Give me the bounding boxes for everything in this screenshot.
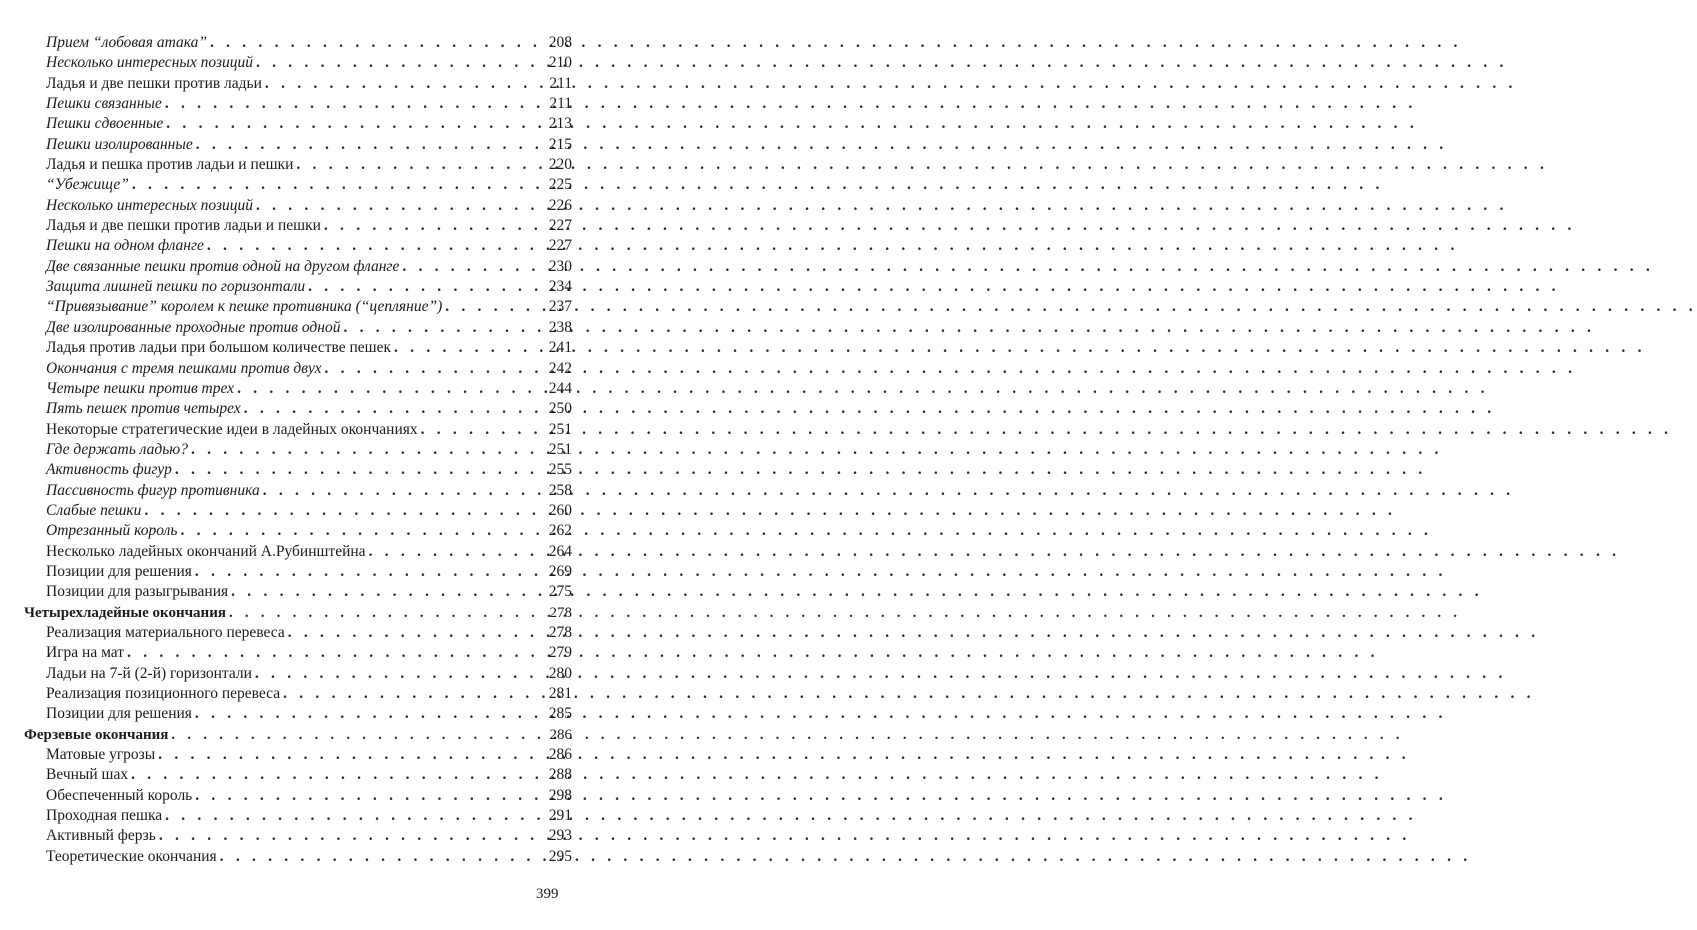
dot-leader bbox=[343, 318, 543, 338]
toc-entry-title: Некоторые стратегические идеи в ладейных окончаниях bbox=[46, 420, 418, 438]
table-of-contents bbox=[24, 33, 572, 867]
toc-entry-title: Окончания с тремя пешками против двух bbox=[46, 359, 322, 377]
toc-entry-page: 298 bbox=[548, 786, 572, 804]
dot-leader bbox=[195, 562, 543, 582]
toc-entry-title: Теоретические окончания bbox=[46, 847, 217, 865]
dot-leader bbox=[171, 725, 543, 745]
toc-entry-title: Несколько ладейных окончаний А.Рубинштейна bbox=[46, 542, 366, 560]
toc-entry bbox=[24, 542, 572, 562]
dot-leader bbox=[195, 786, 543, 806]
toc-entry-page: 220 bbox=[548, 156, 572, 174]
toc-entry-title: Ладья и две пешки против ладьи bbox=[46, 74, 262, 92]
toc-entry bbox=[24, 74, 572, 94]
toc-entry-title: “Убежище” bbox=[46, 176, 129, 194]
toc-entry bbox=[24, 53, 572, 73]
dot-leader bbox=[263, 481, 543, 501]
toc-entry-title: Четырехладейные окончания bbox=[24, 604, 226, 621]
toc-entry bbox=[24, 623, 572, 643]
toc-entry bbox=[24, 33, 572, 53]
dot-leader bbox=[195, 704, 543, 724]
toc-entry bbox=[24, 135, 572, 155]
toc-entry bbox=[24, 562, 572, 582]
toc-entry-title: Ладья против ладьи при большом количестве пешек bbox=[46, 339, 392, 357]
toc-entry bbox=[24, 521, 572, 541]
toc-entry-page: 234 bbox=[548, 278, 572, 296]
toc-entry-page: 293 bbox=[548, 827, 572, 845]
dot-leader bbox=[144, 501, 543, 521]
toc-entry bbox=[24, 460, 572, 480]
toc-entry-page: 278 bbox=[548, 623, 572, 641]
dot-leader bbox=[325, 359, 543, 379]
toc-entry bbox=[24, 420, 572, 440]
toc-entry-page: 295 bbox=[548, 847, 572, 865]
toc-entry-page: 211 bbox=[549, 74, 572, 92]
toc-entry-title: Ладьи на 7-й (2-й) горизонтали bbox=[46, 664, 252, 682]
toc-entry bbox=[24, 379, 572, 399]
toc-entry-page: 215 bbox=[548, 135, 572, 153]
toc-entry bbox=[24, 338, 572, 358]
dot-leader bbox=[369, 542, 543, 562]
toc-entry-page: 241 bbox=[548, 339, 572, 357]
dot-leader bbox=[175, 460, 543, 480]
toc-entry-page: 280 bbox=[548, 664, 572, 682]
toc-entry-page: 258 bbox=[548, 481, 572, 499]
dot-leader bbox=[324, 216, 543, 236]
toc-entry-page: 260 bbox=[548, 501, 572, 519]
toc-entry bbox=[24, 847, 572, 867]
dot-leader bbox=[191, 440, 543, 460]
toc-entry-page: 244 bbox=[548, 379, 572, 397]
toc-entry-page: 227 bbox=[548, 217, 572, 235]
toc-entry bbox=[24, 582, 572, 602]
dot-leader bbox=[229, 603, 543, 623]
toc-entry-title: Несколько интересных позиций bbox=[46, 54, 253, 72]
toc-entry bbox=[24, 277, 572, 297]
toc-entry bbox=[24, 481, 572, 501]
dot-leader bbox=[402, 257, 543, 277]
dot-leader bbox=[265, 74, 543, 94]
toc-entry-page: 226 bbox=[548, 196, 572, 214]
toc-entry-title: Матовые угрозы bbox=[46, 746, 156, 764]
toc-entry-title: Защита лишней пешки по горизонтали bbox=[46, 278, 306, 296]
toc-entry-title: Ладья и две пешки против ладьи и пешки bbox=[46, 217, 321, 235]
dot-leader bbox=[131, 765, 543, 785]
toc-entry-title: Игра на мат bbox=[46, 644, 125, 662]
toc-entry-title: Четыре пешки против трех bbox=[46, 379, 235, 397]
dot-leader bbox=[165, 94, 543, 114]
toc-entry-title: Позиции для решения bbox=[46, 562, 192, 580]
toc-entry-page: 230 bbox=[548, 257, 572, 275]
toc-entry-title: Активность фигур bbox=[46, 461, 172, 479]
dot-leader bbox=[256, 53, 543, 73]
toc-entry bbox=[24, 399, 572, 419]
toc-entry-page: 279 bbox=[548, 644, 572, 662]
toc-entry bbox=[24, 765, 572, 785]
toc-entry-page: 291 bbox=[548, 807, 572, 825]
toc-entry-page: 264 bbox=[548, 542, 572, 560]
dot-leader bbox=[296, 155, 543, 175]
toc-entry-page: 269 bbox=[548, 562, 572, 580]
toc-entry bbox=[24, 745, 572, 765]
toc-section-heading bbox=[24, 725, 572, 745]
toc-entry-page: 225 bbox=[548, 176, 572, 194]
toc-entry bbox=[24, 684, 572, 704]
toc-entry-page: 238 bbox=[548, 318, 572, 336]
toc-entry-title: Две изолированные проходные против одной bbox=[46, 318, 341, 336]
toc-entry bbox=[24, 236, 572, 256]
toc-entry-title: Реализация позиционного перевеса bbox=[46, 685, 281, 702]
dot-leader bbox=[288, 623, 543, 643]
toc-entry-page: 213 bbox=[548, 115, 572, 133]
toc-entry-page: 286 bbox=[549, 726, 572, 743]
toc-entry bbox=[24, 440, 572, 460]
toc-entry-title: Отрезанный король bbox=[46, 522, 178, 540]
toc-entry-title: Позиции для решения bbox=[46, 705, 192, 723]
dot-leader bbox=[180, 521, 543, 541]
toc-entry bbox=[24, 257, 572, 277]
toc-entry-page: 210 bbox=[548, 54, 572, 72]
dot-leader bbox=[283, 684, 543, 704]
toc-entry-title: Пешки связанные bbox=[46, 95, 162, 113]
toc-entry-page: 285 bbox=[548, 705, 572, 723]
toc-entry-page: 278 bbox=[549, 604, 572, 621]
toc-entry-title: Пешки сдвоенные bbox=[46, 115, 164, 133]
toc-entry-page: 227 bbox=[548, 237, 572, 255]
toc-entry-page: 255 bbox=[548, 461, 572, 479]
dot-leader bbox=[256, 196, 543, 216]
dot-leader bbox=[220, 847, 543, 867]
toc-entry-title: Две связанные пешки против одной на другом фланге bbox=[46, 257, 400, 275]
toc-entry-title: Где держать ладью? bbox=[46, 440, 188, 458]
toc-entry bbox=[24, 826, 572, 846]
toc-entry-page: 286 bbox=[548, 746, 572, 764]
toc-entry-page: 275 bbox=[548, 583, 572, 601]
dot-leader bbox=[231, 582, 543, 602]
toc-entry-page: 242 bbox=[548, 359, 572, 377]
dot-leader bbox=[255, 664, 543, 684]
toc-entry-page: 281 bbox=[548, 685, 572, 702]
toc-entry bbox=[24, 196, 572, 216]
toc-entry-page: 250 bbox=[548, 400, 572, 418]
toc-entry-title: Пассивность фигур противника bbox=[46, 481, 260, 499]
dot-leader bbox=[166, 114, 543, 134]
toc-entry-page: 262 bbox=[548, 522, 572, 540]
toc-entry bbox=[24, 704, 572, 724]
dot-leader bbox=[421, 420, 543, 440]
toc-entry-title: Ферзевые окончания bbox=[24, 726, 169, 743]
toc-entry-title: Несколько интересных позиций bbox=[46, 196, 253, 214]
toc-entry-page: 211 bbox=[549, 95, 572, 113]
toc-entry-title: Проходная пешка bbox=[46, 807, 163, 825]
dot-leader bbox=[237, 379, 543, 399]
toc-entry-page: 208 bbox=[548, 34, 572, 51]
dot-leader bbox=[165, 806, 543, 826]
toc-entry-title: Прием “лобовая атака” bbox=[46, 34, 207, 51]
toc-entry-title: Позиции для разыгрывания bbox=[46, 583, 229, 601]
toc-entry-title: Ладья и пешка против ладьи и пешки bbox=[46, 156, 294, 174]
toc-entry bbox=[24, 643, 572, 663]
toc-entry-title: Вечный шах bbox=[46, 766, 129, 784]
dot-leader bbox=[308, 277, 543, 297]
toc-entry bbox=[24, 359, 572, 379]
dot-leader bbox=[210, 33, 543, 53]
toc-entry-title: Обеспеченный король bbox=[46, 786, 193, 804]
dot-leader bbox=[244, 399, 543, 419]
toc-entry-page: 251 bbox=[548, 420, 572, 438]
toc-entry-page: 237 bbox=[548, 298, 572, 316]
toc-entry-title: Слабые пешки bbox=[46, 501, 142, 519]
toc-entry bbox=[24, 216, 572, 236]
toc-entry-title: Пешки на одном фланге bbox=[46, 237, 204, 255]
page-number: 399 bbox=[536, 886, 559, 902]
dot-leader bbox=[394, 338, 543, 358]
dot-leader bbox=[196, 135, 543, 155]
toc-entry bbox=[24, 318, 572, 338]
dot-leader bbox=[159, 826, 543, 846]
toc-entry bbox=[24, 297, 572, 317]
toc-entry bbox=[24, 664, 572, 684]
toc-section-heading bbox=[24, 603, 572, 623]
dot-leader bbox=[445, 297, 543, 317]
toc-entry bbox=[24, 806, 572, 826]
dot-leader bbox=[207, 236, 543, 256]
toc-entry-title: “Привязывание” королем к пешке противника (“цепляние”) bbox=[46, 298, 443, 316]
toc-entry-title: Пешки изолированные bbox=[46, 135, 193, 153]
toc-entry-title: Реализация материального перевеса bbox=[46, 623, 285, 641]
toc-entry bbox=[24, 155, 572, 175]
toc-entry-title: Активный ферзь bbox=[46, 827, 156, 845]
toc-entry bbox=[24, 501, 572, 521]
toc-entry bbox=[24, 94, 572, 114]
toc-entry-page: 251 bbox=[548, 440, 572, 458]
toc-entry bbox=[24, 175, 572, 195]
dot-leader bbox=[132, 175, 543, 195]
toc-entry bbox=[24, 786, 572, 806]
toc-entry bbox=[24, 114, 572, 134]
dot-leader bbox=[158, 745, 543, 765]
dot-leader bbox=[127, 643, 543, 663]
toc-entry-title: Пять пешек против четырех bbox=[46, 400, 241, 418]
toc-entry-page: 288 bbox=[548, 766, 572, 784]
